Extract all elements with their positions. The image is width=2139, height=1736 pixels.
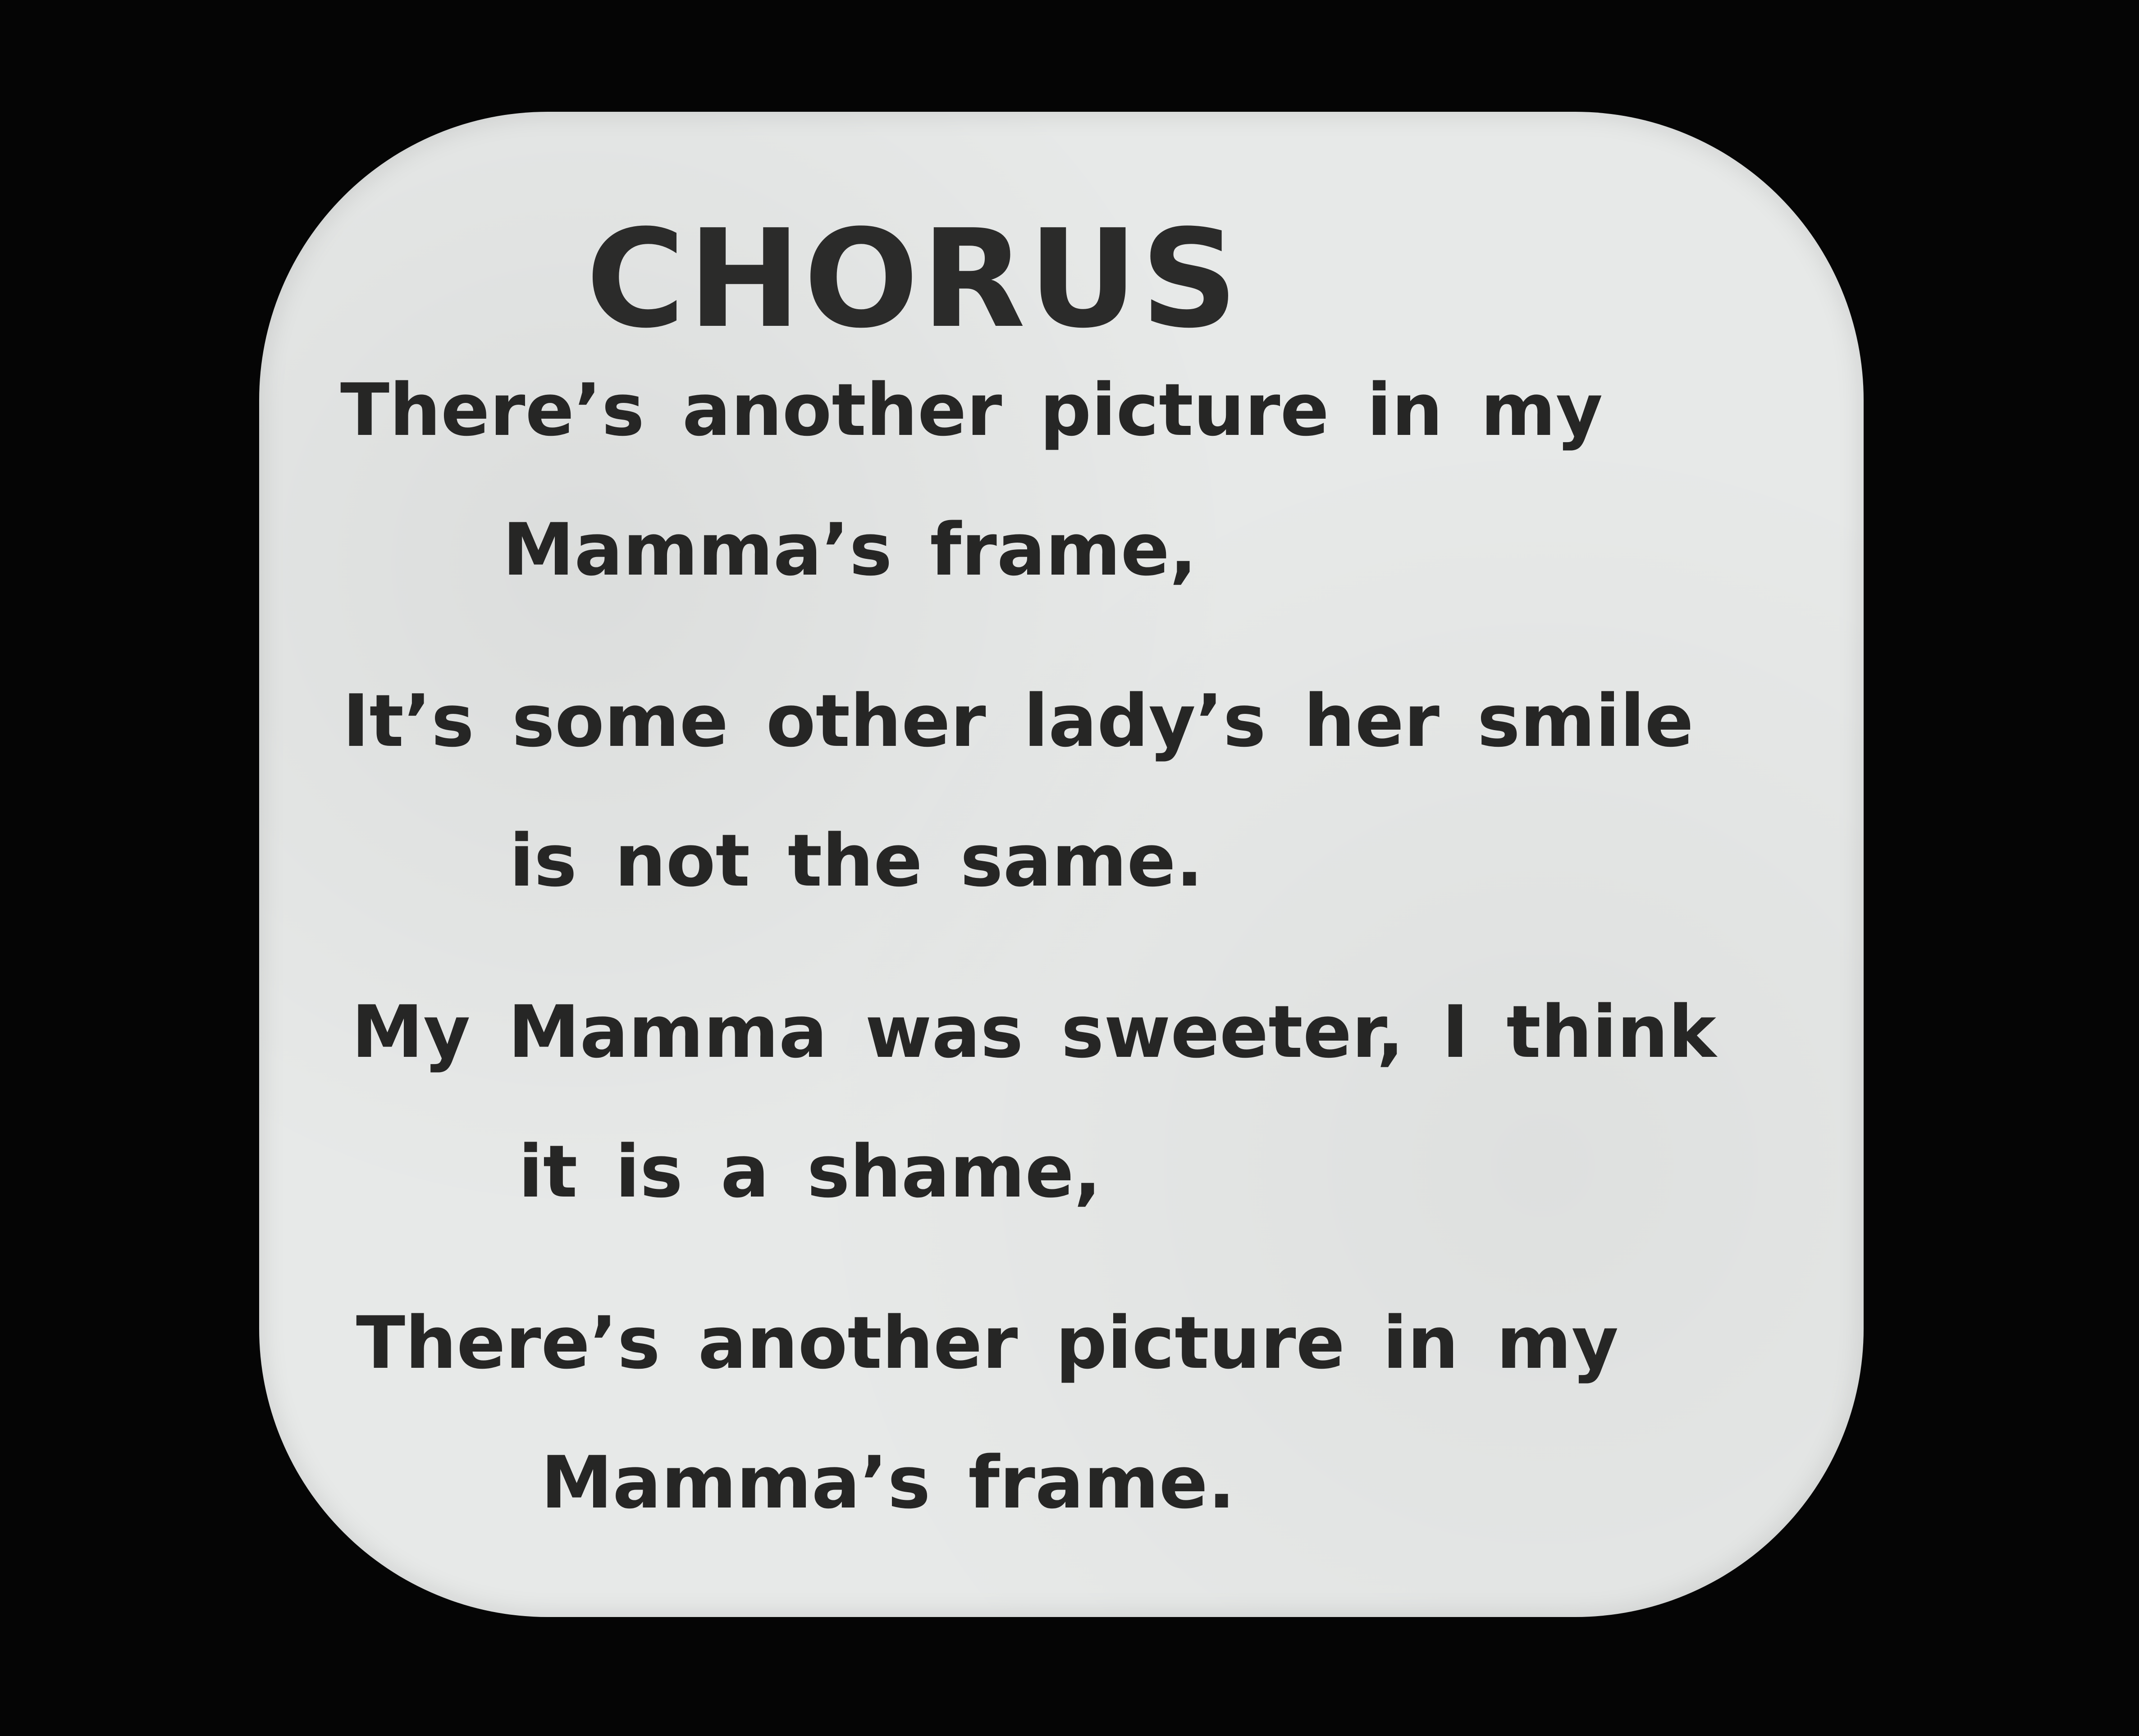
lyric-line-5: My Mamma was sweeter, I think: [352, 990, 1716, 1074]
lyric-line-6: it is a shame,: [518, 1129, 1101, 1214]
lyric-line-4: is not the same.: [509, 818, 1203, 903]
chorus-title: CHORUS: [586, 201, 1241, 358]
lyric-line-7: There’s another picture in my: [356, 1301, 1619, 1385]
lyric-line-1: There’s another picture in my: [340, 368, 1603, 452]
lyric-line-8: Mamma’s frame.: [541, 1440, 1235, 1525]
lyric-line-2: Mamma’s frame,: [503, 507, 1197, 592]
lyric-line-3: It’s some other lady’s her smile: [343, 679, 1694, 763]
